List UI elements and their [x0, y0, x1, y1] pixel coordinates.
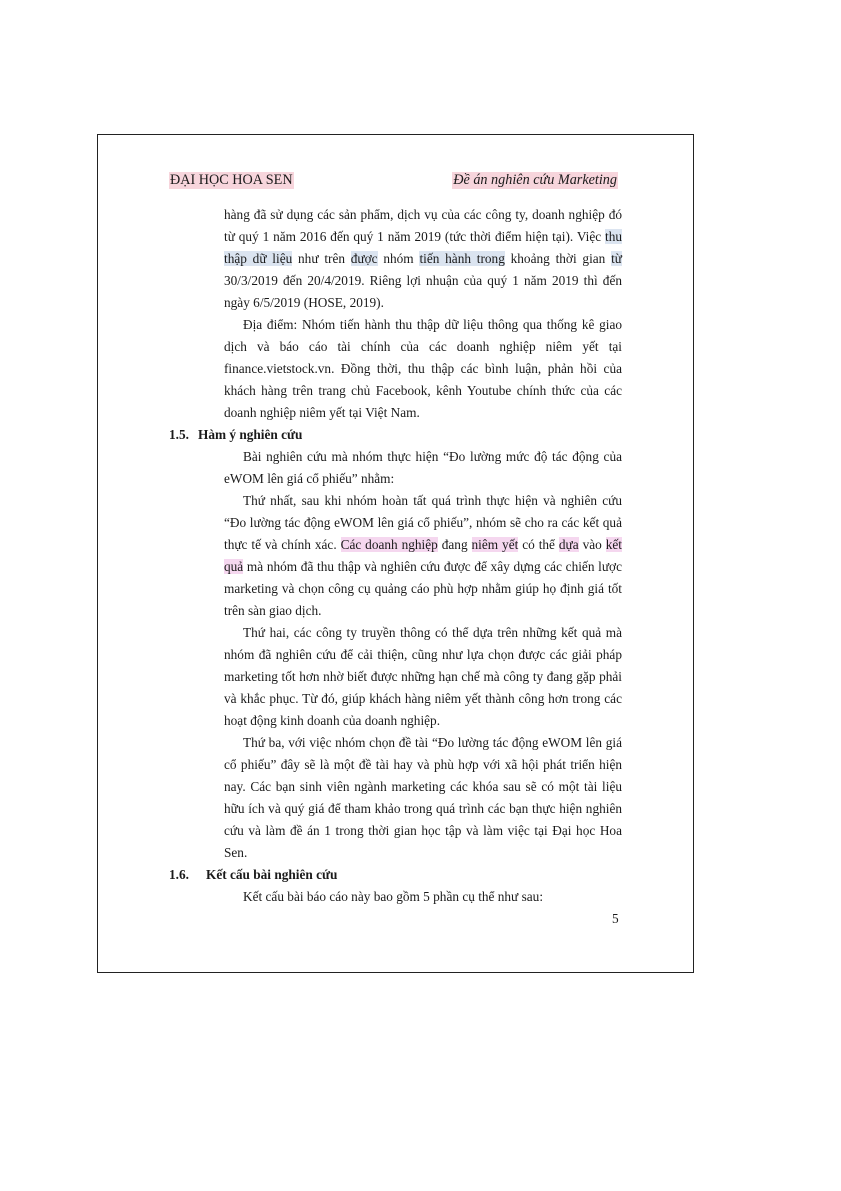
header-document-title: Đề án nghiên cứu Marketing — [453, 172, 617, 188]
highlight-span: từ — [611, 251, 622, 266]
highlight-span: dựa — [558, 537, 579, 552]
highlight-span: kết quả — [224, 537, 622, 574]
section-heading-1-5 — [169, 424, 622, 446]
section-heading-1-6 — [169, 864, 622, 886]
highlight-span: thu thập dữ liệu — [224, 229, 622, 266]
section-number: 1.5. — [169, 427, 189, 442]
indented-content — [169, 204, 622, 424]
paragraph-second-implication: Thứ hai, các công ty truyền thông có thể dựa trên những kết quả mà nhóm đã nghiên cứu để cải thiện, cũng như lựa chọn được các giải pháp marketing tốt hơn nhờ biết được những hạn chế mà công ty đang gặp phải và khắc phục. Từ đó, giúp khách hàng niêm yết thành công hơn trong các hoạt động kinh doanh của doanh nghiệp. — [224, 625, 622, 728]
highlight-span: tiến hành trong — [419, 251, 505, 266]
paragraph-third-implication: Thứ ba, với việc nhóm chọn đề tài “Đo lường tác động eWOM lên giá cổ phiếu” đây sẽ là một đề tài hay và phù hợp với xã hội phát triển hiện nay. Các bạn sinh viên ngành marketing các khóa sau sẽ có một tài liệu hữu ích và quý giá để tham khảo trong quá trình các bạn thực hiện nghiên cứu và làm đề án 1 trong thời gian học tập và làm việc tại Đại học Hoa Sen. — [224, 735, 622, 860]
page-number: 5 — [612, 911, 619, 926]
text-span: hàng đã sử dụng các sản phẩm, dịch vụ của các công ty, doanh nghiệp đó từ quý 1 năm 2016 đến quý 1 năm 2019 (tức thời điểm hiện tại). Việc — [224, 207, 622, 244]
text-span: nhóm — [377, 251, 420, 266]
text-span: có thể — [518, 537, 559, 552]
header-university: ĐẠI HỌC HOA SEN — [170, 172, 293, 188]
text-span: mà nhóm đã thu thập và nghiên cứu được để xây dựng các chiến lược marketing và chọn công cụ quảng cáo phù hợp nhằm giúp họ định giá tốt trên sàn giao dịch. — [224, 559, 622, 618]
section-title: Kết cấu bài nghiên cứu — [206, 867, 338, 882]
indented-content — [169, 886, 622, 908]
text-span: Thứ nhất, sau khi nhóm hoàn tất quá trình thực hiện và nghiên cứu “Đo lường tác động eWOM lên giá cổ phiếu”, nhóm sẽ cho ra các kết quả thực tế và chính xác. — [224, 493, 622, 552]
highlight-span: niêm yết — [471, 537, 519, 552]
indented-content — [169, 446, 622, 864]
text-span: đang — [437, 537, 472, 552]
paragraph-location: Địa điểm: Nhóm tiến hành thu thập dữ liệu thông qua thống kê giao dịch và báo cáo tài chính của các doanh nghiệp niêm yết tại finance.vietstock.vn. Đồng thời, thu thập các bình luận, phản hồi của khách hàng trên trang chủ Facebook, kênh Youtube chính thức của các doanh nghiệp niêm yết tại Việt Nam. — [224, 317, 622, 420]
highlight-span: Các doanh nghiệp — [340, 537, 438, 552]
paragraph-first-implication — [224, 490, 622, 622]
section-title: Hàm ý nghiên cứu — [198, 427, 303, 442]
paragraph-intro: Bài nghiên cứu mà nhóm thực hiện “Đo lường mức độ tác động của eWOM lên giá cổ phiếu” nhằm: — [224, 449, 622, 486]
section-number: 1.6. — [169, 867, 189, 882]
paragraph-time-range — [224, 204, 622, 314]
paragraph-structure: Kết cấu bài báo cáo này bao gồm 5 phần cụ thể như sau: — [243, 889, 544, 904]
text-span: 30/3/2019 đến 20/4/2019. Riêng lợi nhuận của quý 1 năm 2019 thì đến ngày 6/5/2019 (HOSE, 2019). — [224, 273, 622, 310]
text-span: khoảng thời gian — [504, 251, 612, 266]
highlight-span: được — [350, 251, 378, 266]
text-span: như trên — [292, 251, 351, 266]
text-span: vào — [578, 537, 606, 552]
page-header — [169, 172, 618, 192]
document-body — [169, 204, 622, 908]
